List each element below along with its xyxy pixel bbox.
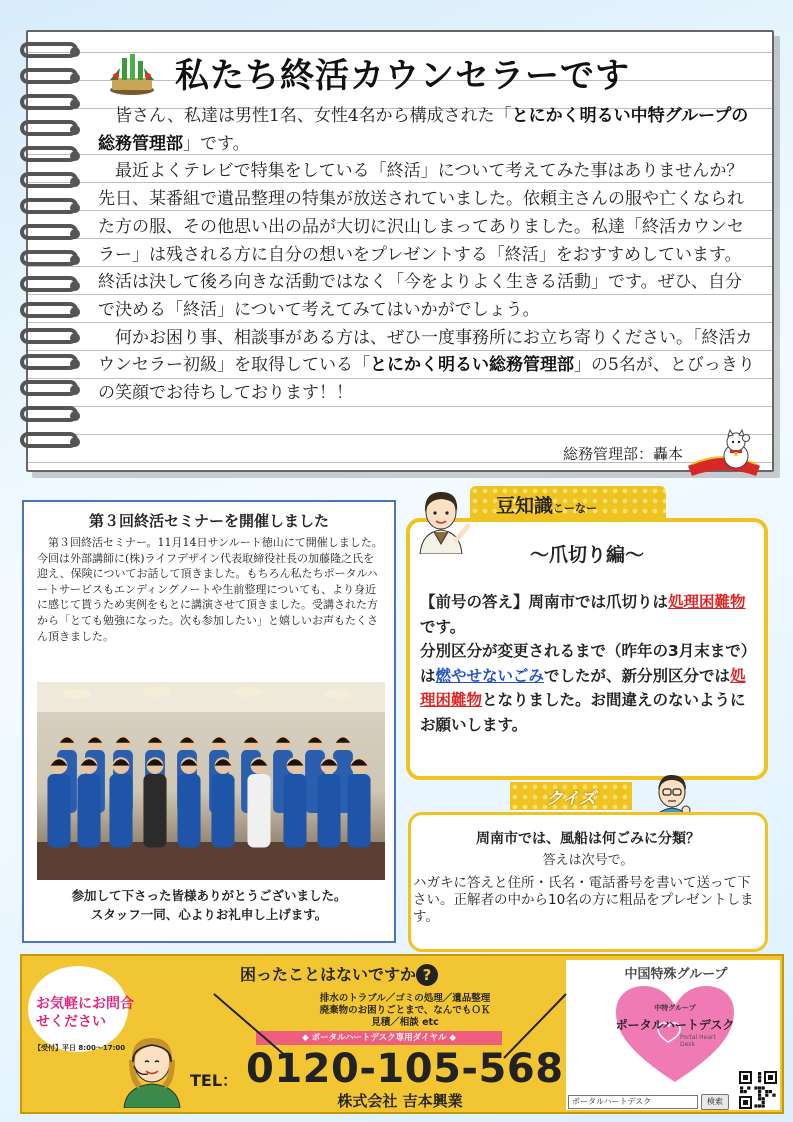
text: 」です。	[183, 133, 250, 154]
paragraph	[98, 325, 758, 408]
company-name: 株式会社 吉本興業	[337, 1092, 463, 1110]
caption-line: 参加して下さった皆様ありがとうございました。	[71, 888, 347, 903]
heart-logo-english: Portal Heart Desk	[680, 1034, 716, 1048]
signature: 総務管理部：轟本	[562, 445, 683, 463]
service-line: 排水のトラブル／ゴミの処理／遺品整理	[319, 993, 491, 1004]
seminar-caption	[24, 886, 394, 924]
maneki-neko-icon	[684, 426, 764, 480]
seminar-title: 第３回終活セミナーを開催しました	[88, 512, 329, 530]
qr-code-icon[interactable]	[738, 1070, 778, 1110]
ad-headline	[240, 962, 570, 986]
kadomatsu-icon	[104, 52, 160, 96]
search-input[interactable]: ポータルハートデスク	[568, 1095, 698, 1109]
text: 何かお困り事、相談事がある方は、ぜひ一度事務所にお立ち寄りください。「終活カウンセラー初級」を取得している「	[98, 327, 753, 376]
question-mark-icon: ?	[416, 964, 438, 986]
trivia-heading-sub: こーなー	[553, 502, 598, 515]
text: です。	[420, 617, 466, 636]
heart-logo-name: ポータルハートデスク	[615, 1018, 735, 1032]
bubble-line: お気軽にお問合	[36, 996, 134, 1012]
paragraph	[98, 103, 758, 158]
spiral-ring	[20, 42, 78, 58]
notebook-body	[98, 103, 758, 408]
service-line: 廃棄物のお困りごとまで、なんでもＯＫ	[319, 1005, 491, 1016]
spiral-ring	[20, 68, 78, 84]
spiral-ring	[20, 406, 78, 422]
group-logo-text: 中国特殊グループ	[624, 967, 728, 982]
spiral-ring	[20, 328, 78, 344]
spiral-ring	[20, 302, 78, 318]
ad-services	[290, 993, 520, 1029]
emphasis-text: とにかく明るい総務管理部	[370, 355, 574, 376]
quiz-hint: 答えは次号で。	[542, 853, 634, 868]
quiz-heading: クイズ	[546, 789, 596, 809]
trivia-body	[420, 590, 760, 737]
spiral-ring	[20, 432, 78, 448]
seminar-panel	[22, 500, 396, 943]
text: となりました。お間違えのないようにお願いします。	[420, 691, 746, 734]
service-line: 見積／相談 etc	[371, 1017, 439, 1028]
phone-number[interactable]: 0120-105-568	[246, 1046, 564, 1092]
spiral-ring	[20, 354, 78, 370]
bubble-line: せください	[36, 1014, 106, 1030]
page-title: 私たち終活カウンセラーです	[175, 56, 630, 94]
trivia-heading-main: 豆知識	[496, 495, 554, 517]
search-button[interactable]: 検索	[701, 1094, 729, 1110]
quiz-instructions: ハガキに答えと住所・氏名・電話番号を書いて送って下さい。正解者の中から10名の方に粗品をプレゼントします。	[413, 875, 754, 925]
emphasis-red: 処理困難物	[420, 666, 746, 709]
spiral-ring	[20, 198, 78, 214]
spiral-ring	[20, 94, 78, 110]
spiral-ring	[20, 276, 78, 292]
text: 」の5名が、とびっきりの笑顔でお待ちしております！！	[98, 355, 755, 404]
ad-bubble-text	[36, 995, 136, 1031]
text: 【前号の答え】周南市では爪切りは	[420, 593, 669, 611]
paragraph: 最近よくテレビで特集をしている「終活」について考えてみた事はありませんか？先日、某番組で遺品整理の特集が放送されていました。依頼主さんの服や亡くなられた方の服、その他思い出の品が大切に沢山しまってありました。私達「終活カウンセラー」は残される方に自分の想いをプレゼントする「終活」をおすすめしています。終活は決して後ろ向きな活動ではなく「今をよりよく生きる活動」です。ぜひ、自分で決める「終活」について考えてみてはいかがでしょう。	[98, 161, 744, 320]
spiral-binding	[20, 42, 80, 462]
spiral-ring	[20, 250, 78, 266]
quiz-question: 周南市では、風船は何ごみに分類？	[476, 831, 700, 847]
tel-label: TEL：	[190, 1071, 239, 1090]
headline-text: 困ったことはないですか	[240, 965, 417, 984]
emphasis-red: 処理困難物	[668, 593, 746, 611]
spiral-ring	[20, 120, 78, 136]
operator-headset-icon	[120, 1030, 184, 1108]
emphasis-blue: 燃やせないごみ	[435, 666, 545, 685]
seminar-body	[37, 535, 385, 644]
text: 分別区分が変更されるまで（昨年の3月末まで）は	[420, 642, 757, 685]
text: 第３回終活セミナー。11月14日サンルート徳山にて開催しました。今回は外部講師に(株)ライフデザイン代表取締役社長の加藤隆之氏を迎え、保険についてお話して頂きました。もちろん私たちポータルハートサービスもエンディングノートや生前整理についても、より身近に感じて貰うため実例をもとに講演させて頂きました。受講された方から「とても勉強になった。次も参加したい」と嬉しいお声もたくさん頂きました。	[37, 536, 383, 643]
spiral-ring	[20, 172, 78, 188]
spiral-ring	[20, 146, 78, 162]
text: でしたが、新分別区分では	[544, 666, 731, 685]
dial-label: ◆ ポータルハートデスク専用ダイヤル ◆	[256, 1031, 502, 1045]
trivia-topic: ～爪切り編～	[529, 544, 644, 566]
trivia-heading	[496, 491, 666, 519]
seminar-group-photo	[37, 682, 385, 880]
business-hours: 【受付】平日 8:00～17:00	[34, 1044, 126, 1052]
heart-logo-group: 中特グループ	[654, 1004, 696, 1012]
text: 皆さん、私達は男性1名、女性4名から構成された「	[115, 106, 512, 126]
spiral-ring	[20, 380, 78, 396]
emphasis-text: とにかく明るい中特グループの総務管理部	[98, 106, 749, 154]
spiral-ring	[20, 224, 78, 240]
caption-line: スタッフ一同、心よりお礼申し上げます。	[90, 907, 328, 922]
